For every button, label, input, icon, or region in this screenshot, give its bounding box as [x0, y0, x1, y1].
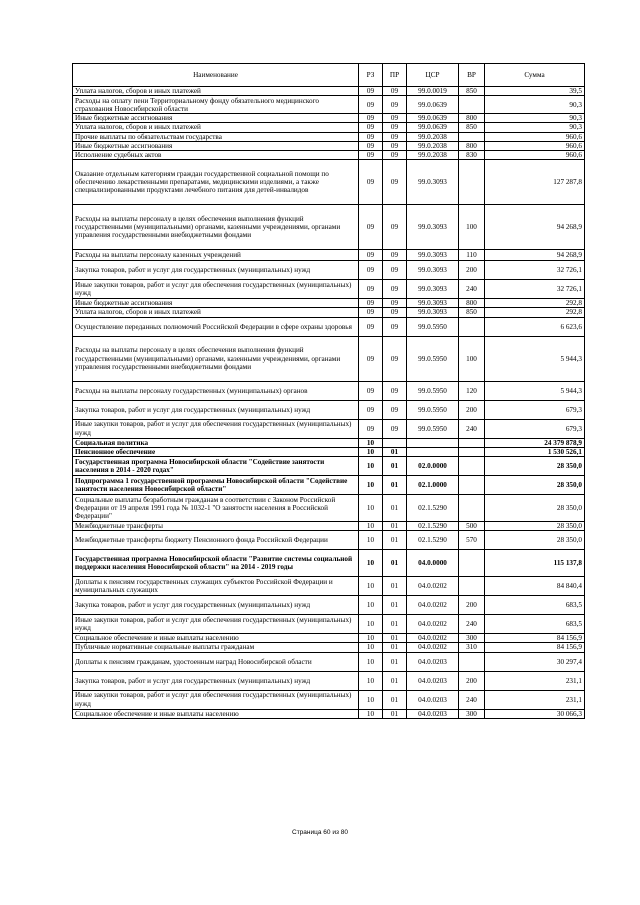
cell-rz: 10 [359, 495, 383, 522]
cell-pr: 01 [383, 447, 407, 456]
cell-pr: 09 [383, 317, 407, 336]
table-row [73, 336, 585, 381]
cell-sum: 39,5 [485, 87, 585, 96]
cell-rz: 10 [359, 596, 383, 615]
table-row [73, 96, 585, 114]
cell-csr: 99.0.3093 [407, 205, 459, 250]
cell-sum: 94 268,9 [485, 205, 585, 250]
cell-rz: 09 [359, 381, 383, 400]
cell-name: Государственная программа Новосибирской области "Развитие системы социальной поддержки населения Новосибирской области" на 2014 - 2019 годы [73, 550, 359, 577]
cell-rz: 09 [359, 132, 383, 141]
cell-name: Социальные выплаты безработным гражданам в соответствии с Законом Российской Федерации от 19 апреля 1991 года № 1032-1 "О занятости населения в Российской Федерации" [73, 495, 359, 522]
cell-name: Социальная политика [73, 438, 359, 447]
cell-rz: 09 [359, 151, 383, 160]
cell-vr: 240 [459, 690, 485, 709]
cell-pr: 01 [383, 495, 407, 522]
cell-pr: 01 [383, 596, 407, 615]
table-row [73, 132, 585, 141]
cell-sum: 28 350,0 [485, 531, 585, 550]
cell-name: Расходы на выплаты персоналу в целях обеспечения выполнения функций государственными (муниципальными) органами, казенными учреждениями, органами управления государственными внебюджетными фондами [73, 205, 359, 250]
cell-rz: 09 [359, 123, 383, 132]
cell-vr: 800 [459, 141, 485, 150]
cell-rz: 09 [359, 299, 383, 308]
cell-csr: 02.1.0000 [407, 476, 459, 495]
cell-vr: 100 [459, 205, 485, 250]
cell-pr: 09 [383, 308, 407, 317]
cell-rz: 09 [359, 400, 383, 419]
table-row [73, 495, 585, 522]
cell-name: Иные закупки товаров, работ и услуг для обеспечения государственных (муниципальных) нужд [73, 690, 359, 709]
cell-vr: 120 [459, 381, 485, 400]
cell-sum: 231,1 [485, 690, 585, 709]
cell-rz: 10 [359, 438, 383, 447]
cell-csr: 04.0.0203 [407, 690, 459, 709]
cell-vr: 310 [459, 643, 485, 652]
cell-rz: 10 [359, 531, 383, 550]
header-sum: Сумма [485, 64, 585, 87]
cell-sum: 683,5 [485, 596, 585, 615]
cell-vr [459, 317, 485, 336]
cell-rz: 09 [359, 250, 383, 261]
cell-name: Расходы на выплаты персоналу казенных учреждений [73, 250, 359, 261]
cell-sum: 90,3 [485, 114, 585, 123]
cell-name: Государственная программа Новосибирской области "Содействие занятости населения в 2014 - 2020 годах" [73, 457, 359, 476]
cell-name: Закупка товаров, работ и услуг для государственных (муниципальных) нужд [73, 671, 359, 690]
cell-rz: 09 [359, 280, 383, 299]
cell-name: Закупка товаров, работ и услуг для государственных (муниципальных) нужд [73, 400, 359, 419]
table-row [73, 596, 585, 615]
cell-pr: 09 [383, 141, 407, 150]
cell-sum: 960,6 [485, 151, 585, 160]
cell-pr: 09 [383, 336, 407, 381]
cell-csr: 99.0.3093 [407, 280, 459, 299]
cell-pr: 01 [383, 550, 407, 577]
cell-csr: 04.0.0202 [407, 634, 459, 643]
cell-sum: 683,5 [485, 615, 585, 634]
cell-csr: 99.0.3093 [407, 261, 459, 280]
cell-sum: 28 350,0 [485, 522, 585, 531]
cell-pr: 01 [383, 476, 407, 495]
cell-pr: 09 [383, 381, 407, 400]
cell-vr [459, 577, 485, 596]
table-row [73, 447, 585, 456]
cell-sum: 679,3 [485, 400, 585, 419]
cell-rz: 09 [359, 96, 383, 114]
cell-csr: 99.0.0019 [407, 87, 459, 96]
cell-sum: 28 350,0 [485, 495, 585, 522]
cell-rz: 10 [359, 709, 383, 718]
cell-csr: 99.0.5950 [407, 400, 459, 419]
cell-name: Исполнение судебных актов [73, 151, 359, 160]
cell-name: Доплаты к пенсиям государственных служащих субъектов Российской Федерации и муниципальных служащих [73, 577, 359, 596]
cell-sum: 28 350,0 [485, 457, 585, 476]
cell-csr: 04.0.0202 [407, 643, 459, 652]
table-row [73, 400, 585, 419]
cell-sum: 5 944,3 [485, 336, 585, 381]
table-header-row [73, 64, 585, 87]
cell-vr: 850 [459, 123, 485, 132]
cell-vr [459, 652, 485, 671]
table-row [73, 643, 585, 652]
cell-sum: 90,3 [485, 96, 585, 114]
cell-csr [407, 447, 459, 456]
cell-rz: 09 [359, 87, 383, 96]
table-row [73, 123, 585, 132]
table-row [73, 550, 585, 577]
cell-name: Осуществление переданных полномочий Российской Федерации в сфере охраны здоровья [73, 317, 359, 336]
cell-rz: 09 [359, 308, 383, 317]
cell-vr: 300 [459, 709, 485, 718]
cell-pr: 01 [383, 690, 407, 709]
cell-rz: 10 [359, 643, 383, 652]
cell-rz: 09 [359, 261, 383, 280]
header-vr: ВР [459, 64, 485, 87]
cell-rz: 10 [359, 671, 383, 690]
cell-vr [459, 550, 485, 577]
cell-vr [459, 96, 485, 114]
table-row [73, 87, 585, 96]
cell-pr: 09 [383, 205, 407, 250]
cell-name: Оказание отдельным категориям граждан государственной социальной помощи по обеспечению лекарственными препаратами, медицинскими изделиями, а также специализированными продуктами лечебного питания для детей-инвалидов [73, 160, 359, 205]
table-row [73, 476, 585, 495]
cell-vr [459, 132, 485, 141]
cell-pr: 01 [383, 634, 407, 643]
cell-name: Закупка товаров, работ и услуг для государственных (муниципальных) нужд [73, 261, 359, 280]
cell-pr: 01 [383, 652, 407, 671]
cell-csr: 99.0.3093 [407, 250, 459, 261]
cell-rz: 09 [359, 205, 383, 250]
cell-vr: 240 [459, 615, 485, 634]
cell-csr: 99.0.0639 [407, 114, 459, 123]
cell-vr [459, 457, 485, 476]
table-row [73, 261, 585, 280]
cell-csr: 99.0.2038 [407, 141, 459, 150]
table-row [73, 457, 585, 476]
cell-rz: 09 [359, 336, 383, 381]
cell-csr: 99.0.3093 [407, 160, 459, 205]
cell-pr: 09 [383, 400, 407, 419]
budget-table [72, 63, 585, 719]
table-row [73, 577, 585, 596]
cell-sum: 28 350,0 [485, 476, 585, 495]
table-row [73, 522, 585, 531]
table-row [73, 671, 585, 690]
table-row [73, 280, 585, 299]
cell-rz: 10 [359, 476, 383, 495]
header-pr: ПР [383, 64, 407, 87]
table-row [73, 438, 585, 447]
cell-vr: 200 [459, 596, 485, 615]
cell-name: Подпрограмма 1 государственной программы Новосибирской области "Содействие занятости населения Новосибирской области" [73, 476, 359, 495]
cell-name: Уплата налогов, сборов и иных платежей [73, 87, 359, 96]
budget-table-page [72, 63, 584, 719]
cell-vr: 100 [459, 336, 485, 381]
cell-name: Расходы на оплату пени Территориальному фонду обязательного медицинского страхования Новосибирской области [73, 96, 359, 114]
cell-name: Иные закупки товаров, работ и услуг для обеспечения государственных (муниципальных) нужд [73, 280, 359, 299]
cell-pr [383, 438, 407, 447]
cell-pr: 01 [383, 457, 407, 476]
cell-csr [407, 438, 459, 447]
cell-vr [459, 476, 485, 495]
table-row [73, 160, 585, 205]
cell-rz: 10 [359, 577, 383, 596]
cell-sum: 960,6 [485, 141, 585, 150]
cell-vr: 800 [459, 114, 485, 123]
cell-name: Иные закупки товаров, работ и услуг для обеспечения государственных (муниципальных) нужд [73, 419, 359, 438]
cell-sum: 84 156,9 [485, 634, 585, 643]
cell-vr: 500 [459, 522, 485, 531]
cell-name: Межбюджетные трансферты [73, 522, 359, 531]
cell-sum: 90,3 [485, 123, 585, 132]
cell-csr: 99.0.5950 [407, 336, 459, 381]
cell-sum: 127 287,8 [485, 160, 585, 205]
cell-csr: 99.0.2038 [407, 151, 459, 160]
cell-sum: 679,3 [485, 419, 585, 438]
cell-name: Прочие выплаты по обязательствам государства [73, 132, 359, 141]
cell-sum: 30 297,4 [485, 652, 585, 671]
cell-pr: 09 [383, 261, 407, 280]
table-row [73, 381, 585, 400]
cell-sum: 32 726,1 [485, 261, 585, 280]
cell-sum: 1 530 526,1 [485, 447, 585, 456]
cell-pr: 01 [383, 709, 407, 718]
table-row [73, 690, 585, 709]
cell-vr: 570 [459, 531, 485, 550]
cell-csr: 02.1.5290 [407, 531, 459, 550]
cell-name: Доплаты к пенсиям гражданам, удостоенным наград Новосибирской области [73, 652, 359, 671]
cell-vr: 110 [459, 250, 485, 261]
cell-name: Иные закупки товаров, работ и услуг для обеспечения государственных (муниципальных) нужд [73, 615, 359, 634]
header-rz: РЗ [359, 64, 383, 87]
cell-pr: 09 [383, 123, 407, 132]
cell-sum: 84 840,4 [485, 577, 585, 596]
cell-csr: 99.0.5950 [407, 381, 459, 400]
cell-pr: 09 [383, 160, 407, 205]
table-row [73, 615, 585, 634]
cell-pr: 01 [383, 577, 407, 596]
table-row [73, 317, 585, 336]
cell-rz: 10 [359, 457, 383, 476]
cell-vr: 200 [459, 261, 485, 280]
cell-csr: 99.0.5950 [407, 317, 459, 336]
cell-name: Расходы на выплаты персоналу в целях обеспечения выполнения функций государственными (муниципальными) органами, казенными учреждениями, органами управления государственными внебюджетными фондами [73, 336, 359, 381]
cell-sum: 5 944,3 [485, 381, 585, 400]
cell-sum: 32 726,1 [485, 280, 585, 299]
page-number: Страница 60 из 80 [292, 829, 348, 836]
cell-vr: 200 [459, 671, 485, 690]
cell-rz: 09 [359, 114, 383, 123]
cell-rz: 10 [359, 652, 383, 671]
cell-pr: 01 [383, 522, 407, 531]
cell-pr: 09 [383, 151, 407, 160]
cell-name: Межбюджетные трансферты бюджету Пенсионного фонда Российской Федерации [73, 531, 359, 550]
cell-csr: 04.0.0202 [407, 577, 459, 596]
cell-pr: 09 [383, 96, 407, 114]
cell-rz: 10 [359, 634, 383, 643]
cell-name: Уплата налогов, сборов и иных платежей [73, 308, 359, 317]
table-row [73, 114, 585, 123]
cell-rz: 09 [359, 419, 383, 438]
cell-csr: 02.0.0000 [407, 457, 459, 476]
cell-pr: 01 [383, 643, 407, 652]
cell-pr: 09 [383, 132, 407, 141]
cell-sum: 292,8 [485, 308, 585, 317]
cell-vr: 200 [459, 400, 485, 419]
cell-sum: 6 623,6 [485, 317, 585, 336]
cell-sum: 960,6 [485, 132, 585, 141]
table-row [73, 634, 585, 643]
cell-csr: 04.0.0202 [407, 596, 459, 615]
table-row [73, 652, 585, 671]
cell-csr: 99.0.3093 [407, 299, 459, 308]
cell-pr: 01 [383, 671, 407, 690]
cell-pr: 01 [383, 531, 407, 550]
cell-name: Иные бюджетные ассигнования [73, 299, 359, 308]
cell-name: Закупка товаров, работ и услуг для государственных (муниципальных) нужд [73, 596, 359, 615]
cell-csr: 99.0.2038 [407, 132, 459, 141]
cell-csr: 99.0.3093 [407, 308, 459, 317]
cell-vr: 850 [459, 308, 485, 317]
cell-name: Публичные нормативные социальные выплаты гражданам [73, 643, 359, 652]
cell-csr: 04.0.0203 [407, 709, 459, 718]
cell-sum: 115 137,8 [485, 550, 585, 577]
table-row [73, 141, 585, 150]
cell-rz: 10 [359, 615, 383, 634]
cell-pr: 09 [383, 299, 407, 308]
cell-pr: 09 [383, 419, 407, 438]
cell-vr: 300 [459, 634, 485, 643]
cell-pr: 09 [383, 280, 407, 299]
cell-csr: 04.0.0202 [407, 615, 459, 634]
header-name: Наименование [73, 64, 359, 87]
cell-csr: 99.0.0639 [407, 123, 459, 132]
cell-rz: 10 [359, 550, 383, 577]
cell-name: Пенсионное обеспечение [73, 447, 359, 456]
cell-rz: 10 [359, 522, 383, 531]
cell-vr [459, 447, 485, 456]
table-row [73, 151, 585, 160]
header-csr: ЦСР [407, 64, 459, 87]
table-row [73, 308, 585, 317]
cell-vr: 830 [459, 151, 485, 160]
table-row [73, 709, 585, 718]
cell-name: Иные бюджетные ассигнования [73, 141, 359, 150]
cell-csr: 99.0.0639 [407, 96, 459, 114]
cell-csr: 04.0.0203 [407, 652, 459, 671]
cell-vr [459, 160, 485, 205]
cell-csr: 99.0.5950 [407, 419, 459, 438]
cell-csr: 02.1.5290 [407, 495, 459, 522]
cell-vr: 800 [459, 299, 485, 308]
cell-sum: 84 156,9 [485, 643, 585, 652]
cell-name: Уплата налогов, сборов и иных платежей [73, 123, 359, 132]
cell-name: Расходы на выплаты персоналу государственных (муниципальных) органов [73, 381, 359, 400]
table-row [73, 531, 585, 550]
cell-name: Социальное обеспечение и иные выплаты населению [73, 709, 359, 718]
cell-sum: 231,1 [485, 671, 585, 690]
cell-vr [459, 438, 485, 447]
cell-pr: 09 [383, 114, 407, 123]
cell-sum: 24 379 878,9 [485, 438, 585, 447]
cell-pr: 09 [383, 250, 407, 261]
table-row [73, 419, 585, 438]
cell-vr: 240 [459, 280, 485, 299]
cell-pr: 09 [383, 87, 407, 96]
table-row [73, 205, 585, 250]
cell-vr: 240 [459, 419, 485, 438]
cell-rz: 10 [359, 690, 383, 709]
table-row [73, 299, 585, 308]
cell-rz: 09 [359, 160, 383, 205]
cell-sum: 30 066,3 [485, 709, 585, 718]
cell-name: Иные бюджетные ассигнования [73, 114, 359, 123]
cell-rz: 09 [359, 141, 383, 150]
cell-sum: 292,8 [485, 299, 585, 308]
cell-csr: 02.1.5290 [407, 522, 459, 531]
cell-vr [459, 495, 485, 522]
cell-rz: 10 [359, 447, 383, 456]
cell-csr: 04.0.0000 [407, 550, 459, 577]
cell-sum: 94 268,9 [485, 250, 585, 261]
cell-vr: 850 [459, 87, 485, 96]
cell-name: Социальное обеспечение и иные выплаты населению [73, 634, 359, 643]
cell-csr: 04.0.0203 [407, 671, 459, 690]
cell-pr: 01 [383, 615, 407, 634]
cell-rz: 09 [359, 317, 383, 336]
table-row [73, 250, 585, 261]
